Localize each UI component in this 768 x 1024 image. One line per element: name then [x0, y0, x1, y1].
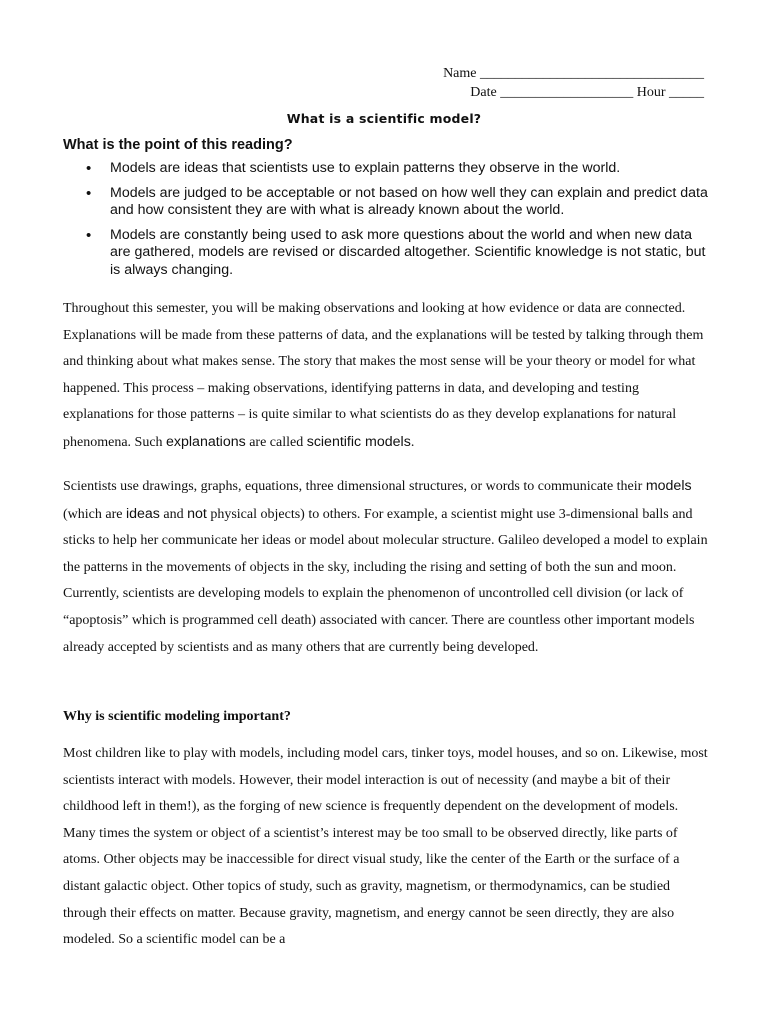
importance-section-heading: Why is scientific modeling important? — [63, 709, 291, 724]
term-ideas: ideas — [125, 505, 160, 522]
paragraph-intro-mid: are called — [245, 434, 307, 450]
date-hour-field-line: Date ___________________ Hour _____ — [470, 85, 704, 100]
point-section-heading: What is the point of this reading? — [63, 137, 293, 153]
term-not: not — [187, 505, 207, 522]
bullet-item: • Models are ideas that scientists use to explain patterns they observe in the world. — [84, 160, 714, 178]
paragraph-models-text-d: physical objects) to others. For example, a scientist might use 3-dimensional balls and sticks to help her communicate her ideas or model about molecular structure. Galileo developed a model to explain the patterns in the movements of objects in the sky, including the rising and setting of both the sun and moon. Currently, scientists are developing models to explain the phenomenon of uncontrolled cell division (or lack of “apoptosis” which is programmed cell death) associated with cancer. There are countless other important models already accepted by scientists and as many others that are currently being developed. — [63, 506, 708, 655]
paragraph-intro-end: . — [410, 434, 415, 450]
paragraph-models-text-b: (which are — [63, 506, 126, 522]
bullet-item: • Models are constantly being used to ask more questions about the world and when new data are gathered, models are revised or discarded altogether. Scientific knowledge is not static, but is always changing. — [84, 227, 714, 280]
paragraph-models-text-a: Scientists use drawings, graphs, equations, three dimensional structures, or words to communicate their — [63, 479, 646, 494]
document-title: What is a scientific model? — [286, 111, 482, 126]
paragraph-models-text-c: and — [159, 506, 188, 522]
point-bullet-list — [84, 160, 714, 286]
bullet-item: • Models are judged to be acceptable or not based on how well they can explain and predict data and how consistent they are with what is already known about the world. — [84, 185, 714, 220]
name-field-line: Name ________________________________ — [443, 66, 704, 81]
paragraph-models — [63, 473, 713, 661]
term-explanations: explanations — [166, 433, 246, 450]
term-models: models — [645, 478, 692, 494]
paragraph-intro-text: Throughout this semester, you will be making observations and looking at how evidence or data are connected. Explanations will be made from these patterns of data, and the explanations will be tested by talking through them and thinking about what makes sense. The story that makes the most sense will be your theory or model for what happened. This process – making observations, identifying patterns in data, and developing and testing explanations for those patterns – is quite similar to what scientists do as they develop explanations for natural phenomena. Such — [63, 301, 704, 450]
paragraph-intro — [63, 296, 713, 457]
term-scientific-models: scientific models — [306, 433, 411, 450]
paragraph-importance: Most children like to play with models, including model cars, tinker toys, model houses, and so on. Likewise, most scientists interact with models. However, their model interaction is out of necessity (and maybe a bit of their childhood left in them!), as the forging of new science is frequently dependent on the development of models. Many times the system or object of a scientist’s interest may be too small to be observed directly, like parts of atoms. Other objects may be inaccessible for direct visual study, like the center of the Earth or the surface of a distant galactic object. Other topics of study, such as gravity, magnetism, or thermodynamics, can be studied through their effects on matter. Because gravity, magnetism, and energy cannot be seen directly, they are also modeled. So a scientific model can be a — [63, 746, 708, 948]
